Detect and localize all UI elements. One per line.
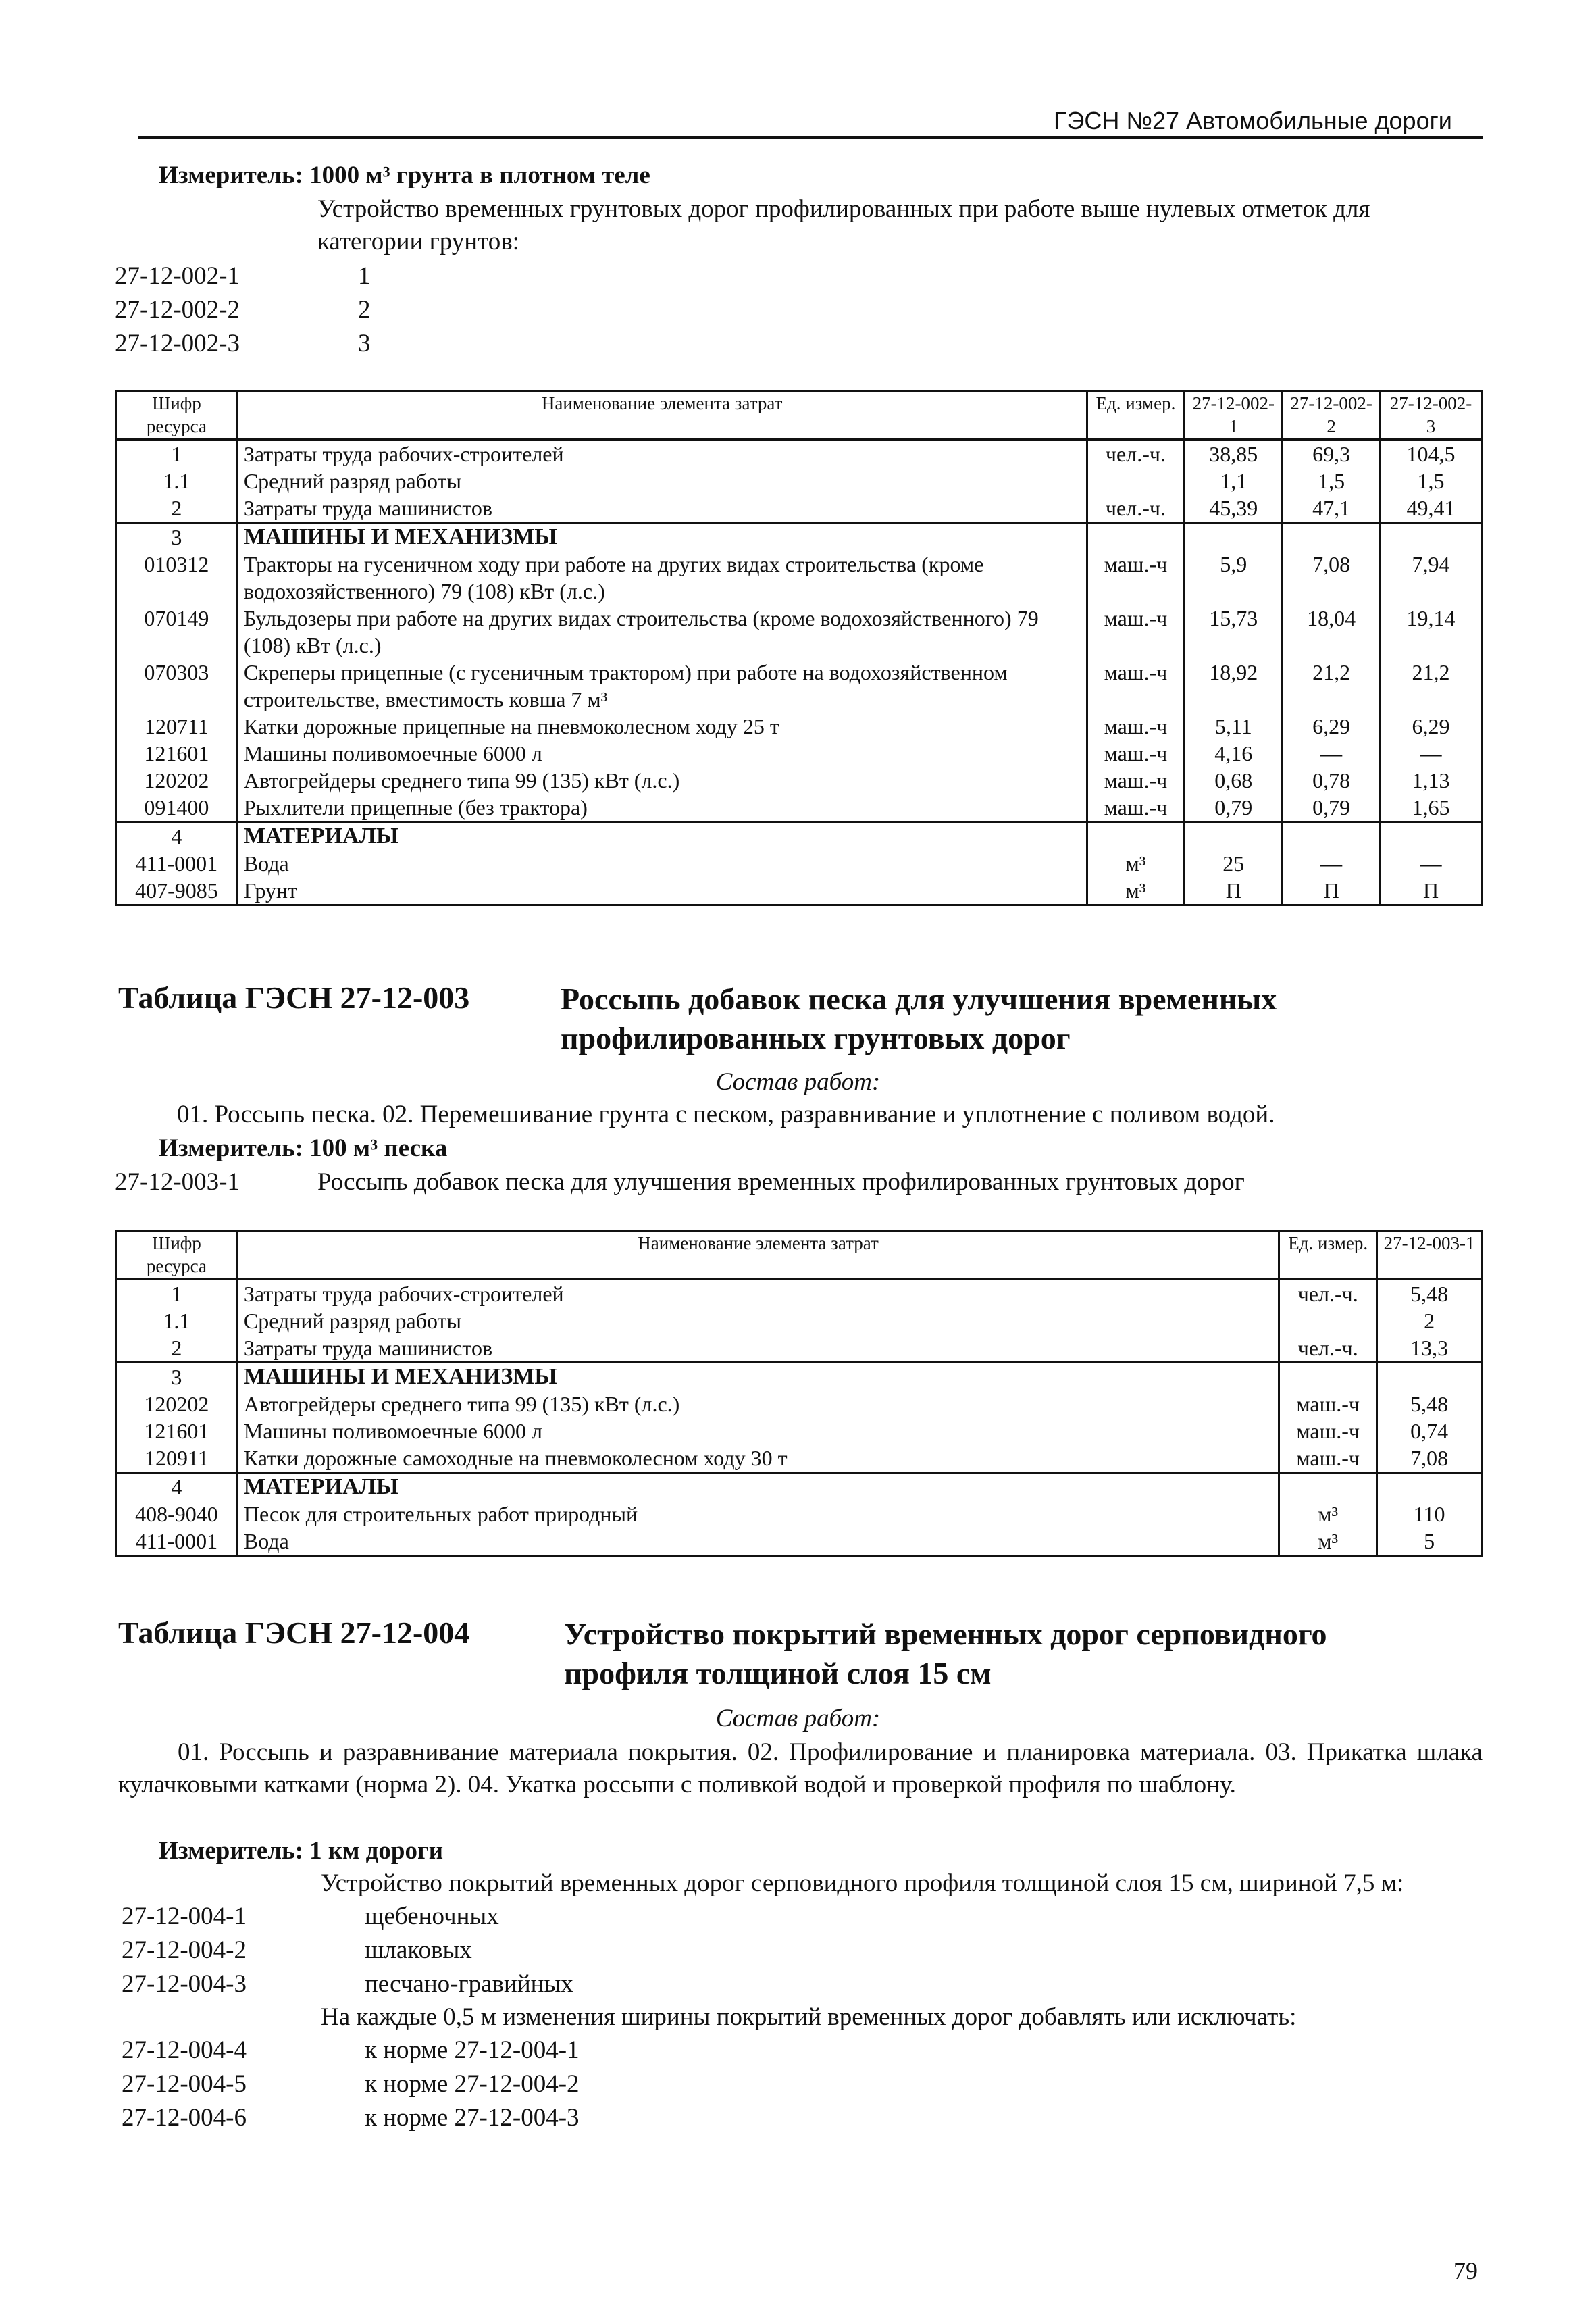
norm-description: Россыпь добавок песка для улучшения временных профилированных грунтовых дорог (317, 1168, 1245, 1196)
cell-v3: 1,13 (1381, 767, 1482, 794)
cell-v1: 0,68 (1185, 767, 1283, 794)
cell-unit (1087, 523, 1185, 551)
norm-code: 27-12-003-1 (115, 1168, 240, 1196)
cell-code: 4 (116, 822, 238, 851)
norm-value: к норме 27-12-004-3 (365, 2104, 580, 2132)
cell-name: Катки дорожные прицепные на пневмоколесном ходу 25 т (237, 713, 1087, 740)
table-row (116, 877, 1482, 905)
cell-name: Автогрейдеры среднего типа 99 (135) кВт (л.с.) (237, 767, 1087, 794)
cell-unit: маш.-ч (1087, 713, 1185, 740)
header-col2: 27-12-002-2 (1283, 391, 1381, 440)
cell-code: 411-0001 (116, 1528, 238, 1556)
table-row (116, 1334, 1482, 1363)
table-row (116, 1417, 1482, 1444)
header-col3: 27-12-002-3 (1381, 391, 1482, 440)
cell-code: 091400 (116, 794, 238, 822)
cell-v1: 18,92 (1185, 659, 1283, 713)
norm-value: 2 (358, 296, 371, 324)
composition-text: 01. Россыпь и разравнивание материала покрытия. 02. Профилирование и планировка материала. 03. Прикатка шлака кулачковыми катками (норма 2). 04. Укатка россыпи с поливкой водой и проверкой профиля по шаблону. (118, 1738, 1483, 1799)
norm-code: 27-12-004-1 (122, 1903, 247, 1930)
cell-unit: маш.-ч (1279, 1444, 1377, 1473)
cell-unit (1087, 468, 1185, 495)
table-header (116, 391, 1482, 440)
table-row (116, 713, 1482, 740)
measure-heading: Измеритель: 1000 м³ грунта в плотном теле (159, 161, 650, 189)
cell-unit: чел.-ч. (1279, 1334, 1377, 1363)
cell-unit (1279, 1363, 1377, 1391)
cell-code: 408-9040 (116, 1501, 238, 1528)
code-list-002 (115, 259, 588, 361)
cell-unit: маш.-ч (1087, 740, 1185, 767)
cell-code: 070303 (116, 659, 238, 713)
cell-name: Автогрейдеры среднего типа 99 (135) кВт (л.с.) (237, 1390, 1279, 1417)
cell-v3: 19,14 (1381, 605, 1482, 659)
table-row (116, 468, 1482, 495)
cell-name: Затраты труда машинистов (237, 1334, 1279, 1363)
cell-name: МАТЕРИАЛЫ (237, 1473, 1279, 1501)
cell-unit: чел.-ч. (1087, 495, 1185, 523)
list-item (122, 2101, 797, 2135)
cell-name: Затраты труда рабочих-строителей (237, 440, 1087, 468)
cell-v2 (1283, 523, 1381, 551)
cell-code: 2 (116, 1334, 238, 1363)
cell-code: 121601 (116, 1417, 238, 1444)
table-row (116, 1307, 1482, 1334)
cell-v2: 1,5 (1283, 468, 1381, 495)
cell-v1: 1,1 (1185, 468, 1283, 495)
cell-code: 010312 (116, 551, 238, 605)
cell-v1: 5,48 (1377, 1280, 1482, 1308)
cell-v3: — (1381, 850, 1482, 877)
norm-value: шлаковых (365, 1936, 472, 1964)
section-row (116, 1473, 1482, 1501)
cell-v1: 2 (1377, 1307, 1482, 1334)
header-code: Шифр ресурса (116, 391, 238, 440)
list-item (115, 259, 588, 293)
cell-name: Катки дорожные самоходные на пневмоколесном ходу 30 т (237, 1444, 1279, 1473)
running-header: ГЭСН №27 Автомобильные дороги (1054, 107, 1452, 134)
table-row (116, 1501, 1482, 1528)
cell-code: 2 (116, 495, 238, 523)
header-col1: 27-12-003-1 (1377, 1231, 1482, 1280)
norm-code: 27-12-004-2 (122, 1936, 247, 1964)
section-title: Россыпь добавок песка для улучшения временных профилированных грунтовых дорог (561, 982, 1277, 1055)
cell-v2: — (1283, 740, 1381, 767)
header-name: Наименование элемента затрат (237, 391, 1087, 440)
cell-name: Бульдозеры при работе на других видах строительства (кроме водохозяйственного) 79 (108) кВт (л.с.) (237, 605, 1087, 659)
cell-name: Рыхлители прицепные (без трактора) (237, 794, 1087, 822)
norm-code: 27-12-004-3 (122, 1970, 247, 1998)
section-description: Устройство временных грунтовых дорог профилированных при работе выше нулевых отметок для категории грунтов: (317, 195, 1370, 255)
section-row (116, 523, 1482, 551)
table-row (116, 551, 1482, 605)
table-row (116, 740, 1482, 767)
table-label: Таблица ГЭСН 27-12-004 (118, 1615, 470, 1650)
composition-label: Состав работ: (715, 1705, 881, 1732)
cell-code: 1 (116, 440, 238, 468)
table-row (116, 440, 1482, 468)
cell-v1: 0,74 (1377, 1417, 1482, 1444)
table-row (116, 1528, 1482, 1556)
table-row (116, 1280, 1482, 1308)
section-description: Устройство покрытий временных дорог серповидного профиля толщиной слоя 15 см, шириной 7,5 м: (321, 1869, 1404, 1897)
table-header (116, 1231, 1482, 1280)
cell-v1: 38,85 (1185, 440, 1283, 468)
cell-v3: П (1381, 877, 1482, 905)
table-label: Таблица ГЭСН 27-12-003 (118, 980, 470, 1015)
cell-unit (1279, 1307, 1377, 1334)
cell-v1: 4,16 (1185, 740, 1283, 767)
cell-unit: чел.-ч. (1087, 440, 1185, 468)
norm-value: 3 (358, 330, 371, 357)
cell-name: Машины поливомоечные 6000 л (237, 1417, 1279, 1444)
cell-v1: 0,79 (1185, 794, 1283, 822)
cell-v1 (1185, 523, 1283, 551)
cell-v2: 0,79 (1283, 794, 1381, 822)
cell-v2: 6,29 (1283, 713, 1381, 740)
section-title: Устройство покрытий временных дорог серповидного профиля толщиной слоя 15 см (564, 1617, 1327, 1690)
cell-name: Машины поливомоечные 6000 л (237, 740, 1087, 767)
cell-v1: 5,11 (1185, 713, 1283, 740)
resource-table-002 (115, 390, 1483, 906)
cell-unit: м³ (1279, 1528, 1377, 1556)
table-row (116, 495, 1482, 523)
cell-unit: маш.-ч (1087, 605, 1185, 659)
norm-code: 27-12-004-4 (122, 2036, 247, 2064)
header-name: Наименование элемента затрат (237, 1231, 1279, 1280)
cell-v2: 18,04 (1283, 605, 1381, 659)
list-item (122, 2067, 797, 2101)
cell-unit: м³ (1087, 850, 1185, 877)
cell-unit (1279, 1473, 1377, 1501)
cell-name: МАШИНЫ И МЕХАНИЗМЫ (237, 523, 1087, 551)
cell-unit: маш.-ч (1087, 794, 1185, 822)
cell-v3: 7,94 (1381, 551, 1482, 605)
cell-v3: — (1381, 740, 1482, 767)
table-row (116, 1444, 1482, 1473)
section-description: На каждые 0,5 м изменения ширины покрытий временных дорог добавлять или исключать: (321, 2003, 1297, 2031)
cell-name: Скреперы прицепные (с гусеничным трактором) при работе на водохозяйственном строительстве, вместимость ковша 7 м³ (237, 659, 1087, 713)
cell-v2: 0,78 (1283, 767, 1381, 794)
cell-v1: П (1185, 877, 1283, 905)
list-item (122, 2034, 797, 2067)
cell-name: Вода (237, 850, 1087, 877)
cell-v3: 6,29 (1381, 713, 1482, 740)
code-list-004b (122, 2034, 797, 2135)
cell-v3 (1381, 523, 1482, 551)
cell-name: Затраты труда машинистов (237, 495, 1087, 523)
section-row (116, 822, 1482, 851)
cell-v1: 45,39 (1185, 495, 1283, 523)
page-number: 79 (1453, 2257, 1478, 2284)
cell-v1 (1377, 1473, 1482, 1501)
norm-value: к норме 27-12-004-2 (365, 2070, 580, 2098)
cell-v1: 110 (1377, 1501, 1482, 1528)
cell-v1: 15,73 (1185, 605, 1283, 659)
cell-v1 (1185, 822, 1283, 851)
cell-v2: 47,1 (1283, 495, 1381, 523)
list-item (122, 1900, 797, 1934)
cell-code: 1 (116, 1280, 238, 1308)
cell-v3: 104,5 (1381, 440, 1482, 468)
header-rule (138, 136, 1483, 139)
norm-code: 27-12-004-5 (122, 2070, 247, 2098)
cell-code: 121601 (116, 740, 238, 767)
composition-text: 01. Россыпь песка. 02. Перемешивание грунта с песком, разравнивание и уплотнение с поливом водой. (177, 1101, 1275, 1128)
cell-code: 3 (116, 1363, 238, 1391)
list-item (122, 1967, 797, 2001)
cell-v1 (1377, 1363, 1482, 1391)
cell-unit (1087, 822, 1185, 851)
cell-code: 411-0001 (116, 850, 238, 877)
cell-v1: 13,3 (1377, 1334, 1482, 1363)
cell-code: 1.1 (116, 1307, 238, 1334)
cell-code: 3 (116, 523, 238, 551)
measure-heading: Измеритель: 1 км дороги (159, 1837, 444, 1865)
cell-v1: 7,08 (1377, 1444, 1482, 1473)
cell-v2: 21,2 (1283, 659, 1381, 713)
cell-name: Средний разряд работы (237, 1307, 1279, 1334)
norm-code: 27-12-004-6 (122, 2104, 247, 2132)
norm-value: к норме 27-12-004-1 (365, 2036, 580, 2064)
table-row (116, 605, 1482, 659)
cell-v3: 49,41 (1381, 495, 1482, 523)
table-row (116, 659, 1482, 713)
cell-name: Средний разряд работы (237, 468, 1087, 495)
section-row (116, 1363, 1482, 1391)
cell-code: 120911 (116, 1444, 238, 1473)
cell-name: МАТЕРИАЛЫ (237, 822, 1087, 851)
cell-v3: 1,5 (1381, 468, 1482, 495)
cell-code: 4 (116, 1473, 238, 1501)
cell-code: 120711 (116, 713, 238, 740)
cell-v2: 69,3 (1283, 440, 1381, 468)
cell-name: Песок для строительных работ природный (237, 1501, 1279, 1528)
table-row (116, 850, 1482, 877)
cell-v3 (1381, 822, 1482, 851)
cell-v1: 5 (1377, 1528, 1482, 1556)
list-item (122, 1934, 797, 1967)
cell-unit: чел.-ч. (1279, 1280, 1377, 1308)
cell-unit: маш.-ч (1279, 1417, 1377, 1444)
cell-unit: маш.-ч (1087, 551, 1185, 605)
cell-v1: 5,48 (1377, 1390, 1482, 1417)
cell-unit: маш.-ч (1279, 1390, 1377, 1417)
list-item (115, 293, 588, 327)
norm-value: щебеночных (365, 1903, 499, 1930)
norm-value: 1 (358, 262, 371, 290)
cell-v2: П (1283, 877, 1381, 905)
resource-table-003 (115, 1230, 1483, 1557)
cell-v2: 7,08 (1283, 551, 1381, 605)
composition-label: Состав работ: (715, 1068, 881, 1096)
header-col1: 27-12-002-1 (1185, 391, 1283, 440)
table-row (116, 794, 1482, 822)
cell-code: 070149 (116, 605, 238, 659)
cell-unit: маш.-ч (1087, 659, 1185, 713)
header-unit: Ед. измер. (1087, 391, 1185, 440)
cell-v2 (1283, 822, 1381, 851)
norm-value: песчано-гравийных (365, 1970, 573, 1998)
cell-code: 120202 (116, 1390, 238, 1417)
cell-code: 1.1 (116, 468, 238, 495)
cell-v3: 21,2 (1381, 659, 1482, 713)
cell-unit: м³ (1087, 877, 1185, 905)
cell-code: 120202 (116, 767, 238, 794)
cell-v1: 5,9 (1185, 551, 1283, 605)
cell-unit: м³ (1279, 1501, 1377, 1528)
norm-code: 27-12-002-1 (115, 262, 240, 290)
table-row (116, 767, 1482, 794)
cell-name: Затраты труда рабочих-строителей (237, 1280, 1279, 1308)
list-item (115, 327, 588, 361)
norm-code: 27-12-002-2 (115, 296, 240, 324)
table-row (116, 1390, 1482, 1417)
cell-unit: маш.-ч (1087, 767, 1185, 794)
cell-v2: — (1283, 850, 1381, 877)
cell-name: Тракторы на гусеничном ходу при работе на других видах строительства (кроме водохозяйственного) 79 (108) кВт (л.с.) (237, 551, 1087, 605)
cell-name: МАШИНЫ И МЕХАНИЗМЫ (237, 1363, 1279, 1391)
norm-code: 27-12-002-3 (115, 330, 240, 357)
cell-name: Грунт (237, 877, 1087, 905)
header-unit: Ед. измер. (1279, 1231, 1377, 1280)
cell-code: 407-9085 (116, 877, 238, 905)
cell-name: Вода (237, 1528, 1279, 1556)
code-list-004a (122, 1900, 797, 2001)
header-code: Шифр ресурса (116, 1231, 238, 1280)
measure-heading: Измеритель: 100 м³ песка (159, 1134, 448, 1162)
cell-v1: 25 (1185, 850, 1283, 877)
cell-v3: 1,65 (1381, 794, 1482, 822)
